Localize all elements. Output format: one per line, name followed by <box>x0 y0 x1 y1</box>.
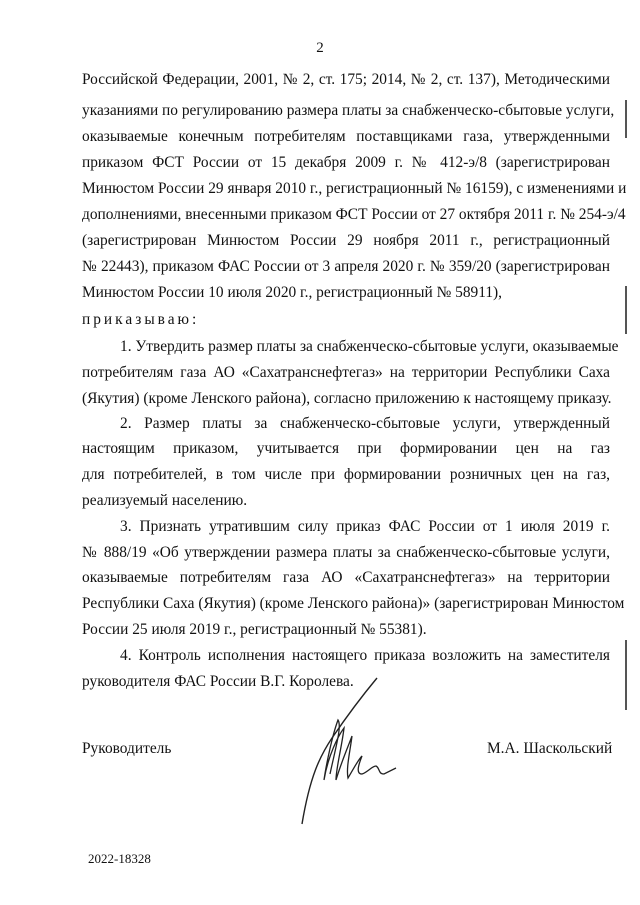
item3-line-5: России 25 июля 2019 г., регистрационный № 55381). <box>82 621 427 638</box>
item3-line-2: № 888/19 «Об утверждении размера платы за снабженческо-сбытовые услуги, <box>82 544 610 561</box>
item4-line-2: руководителя ФАС России В.Г. Королева. <box>82 673 354 690</box>
item4-line-1: 4. Контроль исполнения настоящего приказа возложить на заместителя <box>120 647 610 664</box>
page-number: 2 <box>316 40 324 56</box>
scan-mark <box>625 640 627 710</box>
intro-line-5: Минюстом России 29 января 2010 г., регистрационный № 16159), с изменениями и <box>82 180 627 197</box>
document-code: 2022-18328 <box>88 851 151 866</box>
intro-line-1: Российской Федерации, 2001, № 2, ст. 175; 2014, № 2, ст. 137), Методическими <box>82 71 610 88</box>
intro-line-9: Минюстом России 10 июля 2020 г., регистрационный № 58911), <box>82 284 503 301</box>
signer-name: М.А. Шаскольский <box>487 740 613 757</box>
item3-line-1: 3. Признать утратившим силу приказ ФАС России от 1 июля 2019 г. <box>120 518 610 535</box>
item2-line-3: для потребителей, в том числе при формировании розничных цен на газ, <box>82 466 610 483</box>
item2-line-1: 2. Размер платы за снабженческо-сбытовые услуги, утвержденный <box>120 415 610 432</box>
scan-mark <box>625 100 627 138</box>
scan-mark <box>625 286 627 334</box>
intro-line-6: дополнениями, внесенными приказом ФСТ России от 27 октября 2011 г. № 254-э/4 <box>82 206 626 223</box>
intro-line-7: (зарегистрирован Минюстом России 29 ноября 2011 г., регистрационный <box>82 232 610 249</box>
item3-line-4: Республики Саха (Якутия) (кроме Ленского района)» (зарегистрирован Минюстом <box>82 595 625 612</box>
item3-line-3: оказываемые потребителям газа АО «Сахатранснефтегаз» на территории <box>82 569 610 586</box>
intro-line-3: оказываемые конечным потребителям поставщиками газа, утвержденными <box>82 128 610 145</box>
handwritten-signature <box>292 676 412 836</box>
item2-line-4: реализуемый населению. <box>82 492 248 509</box>
item1-line-1: 1. Утвердить размер платы за снабженческо-сбытовые услуги, оказываемые <box>120 338 619 355</box>
order-word: приказываю: <box>82 311 200 328</box>
intro-line-8: № 22443), приказом ФАС России от 3 апреля 2020 г. № 359/20 (зарегистрирован <box>82 258 610 275</box>
intro-line-2: указаниями по регулированию размера платы за снабженческо-сбытовые услуги, <box>82 102 615 119</box>
item1-line-3: (Якутия) (кроме Ленского района), согласно приложению к настоящему приказу. <box>82 390 612 407</box>
position-title: Руководитель <box>82 740 172 757</box>
item1-line-2: потребителям газа АО «Сахатранснефтегаз» на территории Республики Саха <box>82 364 610 381</box>
intro-line-4: приказом ФСТ России от 15 декабря 2009 г. № 412-э/8 (зарегистрирован <box>82 154 610 171</box>
item2-line-2: настоящим приказом, учитывается при формировании цен на газ <box>82 440 610 457</box>
